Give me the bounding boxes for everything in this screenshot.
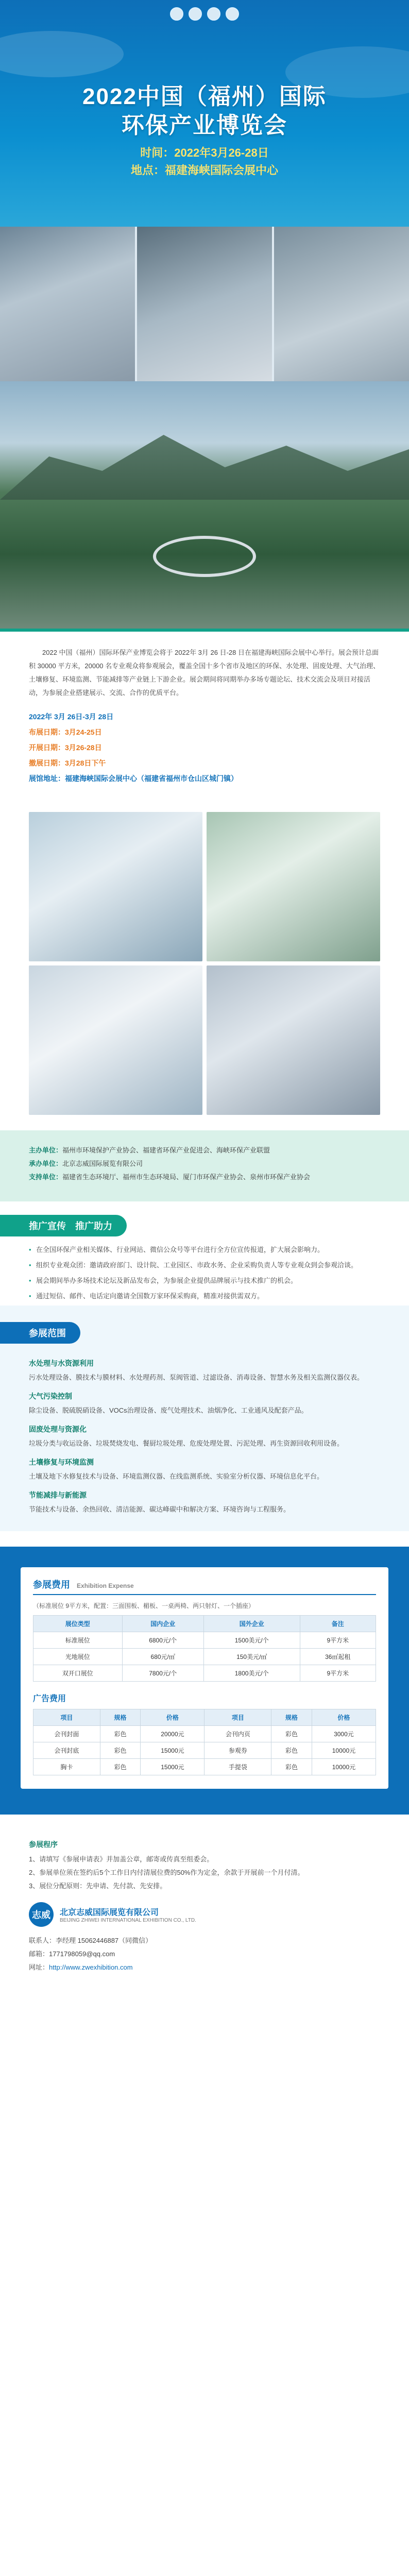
- organizer-line: [29, 1144, 380, 1157]
- price-title: [33, 1578, 376, 1595]
- table-header: 规格: [100, 1709, 141, 1726]
- table-cell: 会刊内页: [204, 1726, 271, 1742]
- table-cell: 3000元: [312, 1726, 376, 1742]
- table-row: [33, 1759, 376, 1775]
- scope-group: [29, 1391, 380, 1417]
- date-line: 2022年 3月 26日-3月 28日: [29, 713, 114, 721]
- email-label: 邮箱：: [29, 1950, 49, 1958]
- organizer-label: 支持单位：: [29, 1173, 63, 1181]
- date-line: 开展日期：3月26-28日: [29, 743, 102, 752]
- table-cell: 7800元/个: [122, 1665, 203, 1682]
- mountain-shape: [0, 428, 409, 500]
- logo-icon: [226, 7, 239, 21]
- logo-icon: [207, 7, 220, 21]
- table-cell: 1800美元/个: [203, 1665, 300, 1682]
- table-cell: 680元/㎡: [122, 1649, 203, 1665]
- table-header: 国外企业: [203, 1616, 300, 1632]
- scope-group: [29, 1358, 380, 1384]
- booth-photo: [29, 965, 202, 1115]
- list-item: • 组织专业观众团：邀请政府部门、设计院、工业园区、市政水务、企业采购负责人等专业观众到会参观洽谈。: [29, 1259, 380, 1272]
- table-cell: 胸卡: [33, 1759, 100, 1775]
- table-cell: 9平方米: [300, 1632, 376, 1649]
- table-header: 价格: [141, 1709, 204, 1726]
- booth-price-table: [33, 1615, 376, 1682]
- table-header: 展位类型: [33, 1616, 123, 1632]
- organizer-band: [0, 1130, 409, 1201]
- table-header: 价格: [312, 1709, 376, 1726]
- scope-heading: 固废处理与资源化: [29, 1425, 87, 1433]
- contact-phone-line: [29, 1934, 380, 1947]
- logo-icon: [189, 7, 202, 21]
- date-line: 撤展日期：3月28日下午: [29, 759, 106, 767]
- scope-group: [29, 1490, 380, 1516]
- scope-heading: 节能减排与新能源: [29, 1491, 87, 1499]
- scope-group: [29, 1424, 380, 1450]
- title-line-1: 2022中国（福州）国际: [82, 84, 327, 109]
- organizer-label: 主办单位：: [29, 1146, 63, 1154]
- web-label: 网址：: [29, 1963, 49, 1971]
- table-cell: 彩色: [271, 1742, 312, 1759]
- table-cell: 150美元/㎡: [203, 1649, 300, 1665]
- company-name: 北京志威国际展览有限公司: [60, 1908, 159, 1917]
- table-cell: 36㎡起租: [300, 1649, 376, 1665]
- table-row: [33, 1742, 376, 1759]
- table-cell: 光地展位: [33, 1649, 123, 1665]
- procedure-step: 3、展位分配原则：先申请、先付款、先安排。: [29, 1882, 167, 1890]
- table-cell: 参观券: [204, 1742, 271, 1759]
- organizer-label: 承办单位：: [29, 1160, 63, 1167]
- procedure-title: 参展程序: [29, 1840, 58, 1849]
- ad-title: 广告费用: [33, 1694, 66, 1703]
- exhibition-photo: [274, 227, 409, 381]
- decorative-cloud: [0, 31, 124, 77]
- scope-text: 垃圾分类与收运设备、垃圾焚烧发电、餐厨垃圾处理、危废处理处置、污泥处理、再生资源回收利用设备。: [29, 1439, 344, 1447]
- table-cell: 双开口展位: [33, 1665, 123, 1682]
- table-cell: 会刊封底: [33, 1742, 100, 1759]
- price-note: （标准展位 9平方米，配置：三面围板、楣板、一桌两椅、两只射灯、一个插座）: [33, 1602, 255, 1609]
- company-name-en: BEIJING ZHIWEI INTERNATIONAL EXHIBITION CO., LTD.: [60, 1918, 196, 1923]
- table-cell: 6800元/个: [122, 1632, 203, 1649]
- table-header-row: [33, 1709, 376, 1726]
- venue-address: 展馆地址：福建海峡国际会展中心（福建省福州市仓山区城门镇）: [29, 774, 238, 783]
- price-title-en: Exhibition Expense: [77, 1582, 134, 1589]
- promo-section: [0, 1201, 409, 1302]
- price-card: [21, 1567, 388, 1789]
- event-venue: 地点：福建海峡国际会展中心: [130, 164, 278, 177]
- email-value[interactable]: 1771798059@qq.com: [49, 1950, 115, 1958]
- company-names: [60, 1906, 196, 1923]
- table-row: [33, 1726, 376, 1742]
- section-title-scope: 参展范围: [0, 1322, 80, 1344]
- table-cell: 会刊封面: [33, 1726, 100, 1742]
- booth-photo: [29, 812, 202, 961]
- organizer-text: 福建省生态环境厅、福州市生态环境局、厦门市环保产业协会、泉州市环保产业协会: [62, 1173, 311, 1181]
- event-time: 时间：2022年3月26-28日: [140, 146, 269, 159]
- table-row: [33, 1649, 376, 1665]
- intro-section: [0, 629, 409, 802]
- table-cell: 彩色: [100, 1759, 141, 1775]
- price-title-cn: 参展费用: [33, 1580, 70, 1590]
- title-line-2: 环保产业博览会: [122, 113, 287, 138]
- table-cell: 20000元: [141, 1726, 204, 1742]
- intro-paragraph: 2022 中国（福州）国际环保产业博览会将于 2022年 3月 26 日-28 日在福建海峡国际会展中心举行。展会预计总面积 30000 平方米，20000 名专业观众将参观展会，覆盖全国十多个省市及地区的环保、水处理、固废处理、大气治理、土壤修复、环境监测、节能减排等产业链上下游企业。展会期间将同期举办多场专题论坛、技术交流会及项目对接活动，为参展企业搭建展示、交流、合作的优质平台。: [29, 649, 380, 697]
- table-cell: 彩色: [100, 1742, 141, 1759]
- exhibition-photo: [137, 227, 272, 381]
- scope-text: 节能技术与设备、余热回收、清洁能源、碳达峰碳中和解决方案、环境咨询与工程服务。: [29, 1505, 291, 1513]
- scope-group: [29, 1457, 380, 1483]
- organizer-text: 北京志威国际展览有限公司: [62, 1160, 143, 1167]
- booth-photo: [207, 965, 380, 1115]
- contact-section: [0, 1815, 409, 2005]
- web-link[interactable]: http://www.zwexhibition.com: [49, 1963, 133, 1971]
- scope-heading: 土壤修复与环境监测: [29, 1458, 94, 1466]
- table-cell: 10000元: [312, 1759, 376, 1775]
- list-item: • 展会期间举办多场技术论坛及新品发布会，为参展企业提供品牌展示与技术推广的机会。: [29, 1275, 380, 1287]
- phone-label: 联系人：: [29, 1937, 56, 1944]
- table-header: 项目: [204, 1709, 271, 1726]
- section-title-promo: 推广宣传 推广助力: [0, 1215, 127, 1236]
- table-header-row: [33, 1616, 376, 1632]
- scope-section: [0, 1306, 409, 1531]
- ad-price-table: [33, 1709, 376, 1775]
- table-header: 国内企业: [122, 1616, 203, 1632]
- phone-value: 李经理 15062446887（同微信）: [56, 1937, 152, 1944]
- booth-photo: [207, 812, 380, 961]
- table-cell: 15000元: [141, 1742, 204, 1759]
- logo-icon: [170, 7, 183, 21]
- exhibition-photo: [0, 227, 135, 381]
- scope-text: 污水处理设备、膜技术与膜材料、水处理药剂、泵阀管道、过滤设备、消毒设备、智慧水务及相关监测仪器仪表。: [29, 1374, 364, 1381]
- table-header: 备注: [300, 1616, 376, 1632]
- procedure-step: 2、参展单位须在签约后5个工作日内付清展位费的50%作为定金，余款于开展前一个月付清。: [29, 1869, 304, 1876]
- venue-aerial-photo: [0, 381, 409, 629]
- page-title: [0, 82, 409, 140]
- hero-info: [0, 144, 409, 179]
- exhibition-photo-strip: [0, 227, 409, 381]
- scope-text: 土壤及地下水修复技术与设备、环境监测仪器、在线监测系统、实验室分析仪器、环境信息化平台。: [29, 1472, 324, 1480]
- scope-heading: 水处理与水资源利用: [29, 1359, 94, 1367]
- table-cell: 1500美元/个: [203, 1632, 300, 1649]
- organizer-text: 福州市环境保护产业协会、福建省环保产业促进会、海峡环保产业联盟: [62, 1146, 270, 1154]
- event-dates: [29, 709, 380, 786]
- scope-text: 除尘设备、脱硫脱硝设备、VOCs治理设备、废气处理技术、油烟净化、工业通风及配套产品。: [29, 1406, 308, 1414]
- date-line: 布展日期：3月24-25日: [29, 728, 102, 736]
- scope-heading: 大气污染控制: [29, 1392, 72, 1400]
- table-cell: 9平方米: [300, 1665, 376, 1682]
- list-item: • 在全国环保产业相关媒体、行业网站、微信公众号等平台进行全方位宣传报道，扩大展会影响力。: [29, 1244, 380, 1256]
- table-row: [33, 1665, 376, 1682]
- table-cell: 彩色: [100, 1726, 141, 1742]
- organizer-line: [29, 1171, 380, 1184]
- table-header: 项目: [33, 1709, 100, 1726]
- contact-email-line: [29, 1947, 380, 1961]
- table-row: [33, 1632, 376, 1649]
- company-row: [29, 1902, 380, 1927]
- promo-list: [29, 1244, 380, 1302]
- contact-web-line: [29, 1961, 380, 1974]
- table-cell: 10000元: [312, 1742, 376, 1759]
- booth-photo-grid: [0, 802, 409, 1130]
- organizer-line: [29, 1157, 380, 1171]
- hero-banner: [0, 0, 409, 227]
- table-cell: 手提袋: [204, 1759, 271, 1775]
- list-item: • 通过短信、邮件、电话定向邀请全国数万家环保采购商，精准对接供需双方。: [29, 1290, 380, 1302]
- procedure-step: 1、请填写《参展申请表》并加盖公章，邮寄或传真至组委会。: [29, 1855, 214, 1863]
- venue-ring-shape: [153, 536, 256, 577]
- organizer-logos: [0, 7, 409, 21]
- table-cell: 标准展位: [33, 1632, 123, 1649]
- table-cell: 15000元: [141, 1759, 204, 1775]
- price-section: [0, 1547, 409, 1815]
- table-header: 规格: [271, 1709, 312, 1726]
- company-logo-icon: 志威: [29, 1902, 54, 1927]
- table-cell: 彩色: [271, 1759, 312, 1775]
- table-cell: 彩色: [271, 1726, 312, 1742]
